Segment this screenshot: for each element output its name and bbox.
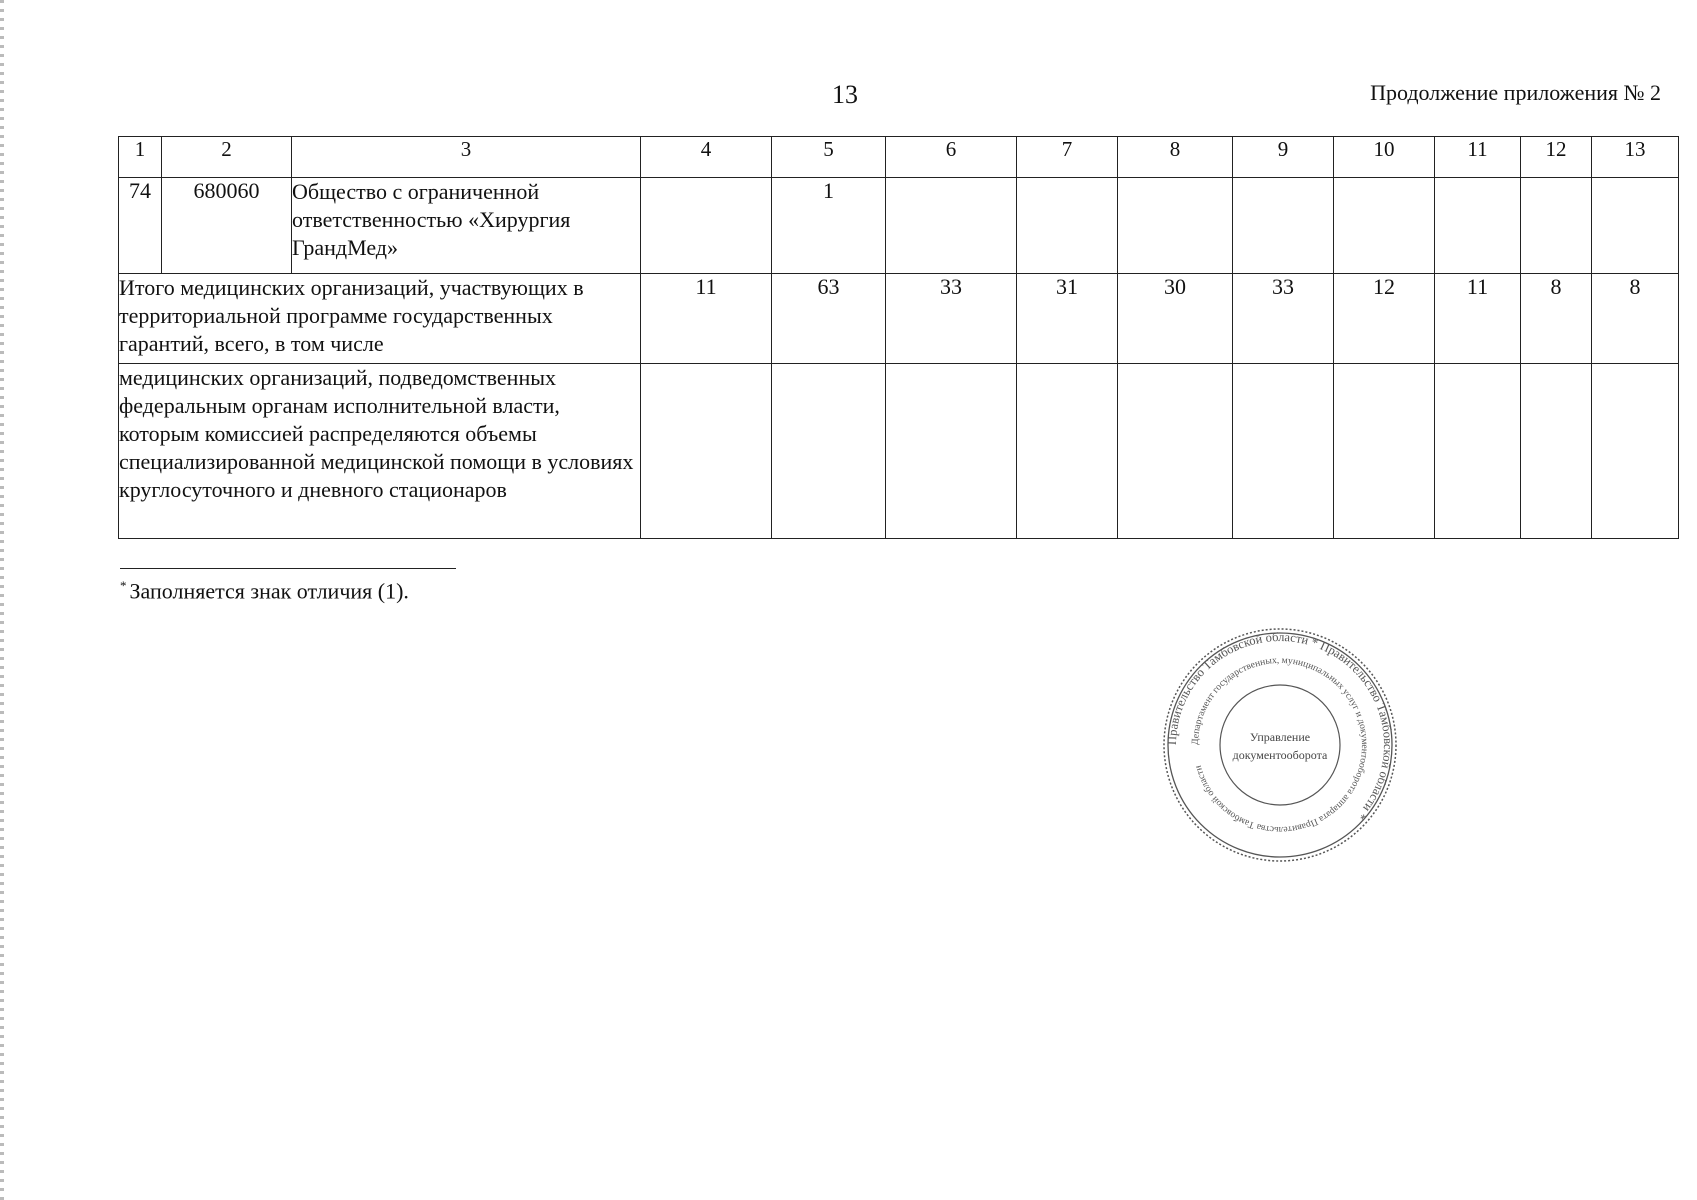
footnote-divider	[120, 568, 456, 569]
column-header: 13	[1592, 137, 1679, 178]
organization-name: Общество с ограниченной ответственностью «Хирургия ГрандМед»	[292, 178, 641, 274]
table-cell: 1	[772, 178, 886, 274]
federal-label: медицинских организаций, подведомственных федеральным органам исполнительной власти, которым комиссией распределяются объемы специализированной медицинской помощи в условиях круглосуточного и дневного стационаров	[119, 364, 641, 539]
column-header: 11	[1435, 137, 1521, 178]
total-cell: 8	[1521, 274, 1592, 364]
total-cell: 30	[1118, 274, 1233, 364]
total-cell: 8	[1592, 274, 1679, 364]
table-cell	[1118, 178, 1233, 274]
table-cell	[1435, 178, 1521, 274]
table-cell	[1521, 178, 1592, 274]
federal-cell	[772, 364, 886, 539]
total-cell: 11	[1435, 274, 1521, 364]
column-header: 7	[1017, 137, 1118, 178]
stamp-inner-text: Департамент государственных, муниципальных услуг и документооборота аппарата Правительства Тамбовской области	[1189, 654, 1371, 836]
stamp-center-line-2: документооборота	[1232, 748, 1328, 762]
federal-cell	[1334, 364, 1435, 539]
federal-cell	[886, 364, 1017, 539]
table-row	[119, 178, 1679, 274]
table-cell	[1334, 178, 1435, 274]
column-header: 3	[292, 137, 641, 178]
total-label: Итого медицинских организаций, участвующих в территориальной программе государственных гарантий, всего, в том числе	[119, 274, 641, 364]
table-cell	[886, 178, 1017, 274]
organization-code: 680060	[162, 178, 292, 274]
column-header: 6	[886, 137, 1017, 178]
federal-cell	[1435, 364, 1521, 539]
footnote	[120, 578, 409, 604]
total-cell: 33	[886, 274, 1017, 364]
column-header: 8	[1118, 137, 1233, 178]
footnote-text: Заполняется знак отличия (1).	[129, 578, 409, 604]
column-header: 4	[641, 137, 772, 178]
column-header: 10	[1334, 137, 1435, 178]
total-cell: 33	[1233, 274, 1334, 364]
column-header: 2	[162, 137, 292, 178]
total-cell: 12	[1334, 274, 1435, 364]
federal-cell	[1521, 364, 1592, 539]
stamp-outer-text: Правительство Тамбовской области * Правительство Тамбовской области *	[1164, 629, 1396, 823]
column-number-row	[119, 137, 1679, 178]
federal-cell	[1233, 364, 1334, 539]
footnote-mark: *	[120, 578, 127, 593]
stamp-center-line-1: Управление	[1249, 730, 1311, 744]
column-header: 12	[1521, 137, 1592, 178]
total-cell: 31	[1017, 274, 1118, 364]
total-cell: 11	[641, 274, 772, 364]
medical-organizations-table	[118, 136, 1679, 539]
federal-cell	[1017, 364, 1118, 539]
table-cell	[641, 178, 772, 274]
page-number: 13	[832, 80, 858, 109]
total-cell: 63	[772, 274, 886, 364]
table-cell	[1592, 178, 1679, 274]
federal-cell	[1118, 364, 1233, 539]
table-cell	[1017, 178, 1118, 274]
federal-cell	[641, 364, 772, 539]
table-cell	[1233, 178, 1334, 274]
official-stamp	[1160, 625, 1400, 865]
column-header: 5	[772, 137, 886, 178]
appendix-continuation: Продолжение приложения № 2	[1370, 80, 1661, 105]
total-row	[119, 274, 1679, 364]
federal-row	[119, 364, 1679, 539]
scan-edge-artifact	[0, 0, 4, 1200]
row-index: 74	[119, 178, 162, 274]
column-header: 1	[119, 137, 162, 178]
stamp-inner-ring	[1220, 685, 1340, 805]
federal-cell	[1592, 364, 1679, 539]
column-header: 9	[1233, 137, 1334, 178]
